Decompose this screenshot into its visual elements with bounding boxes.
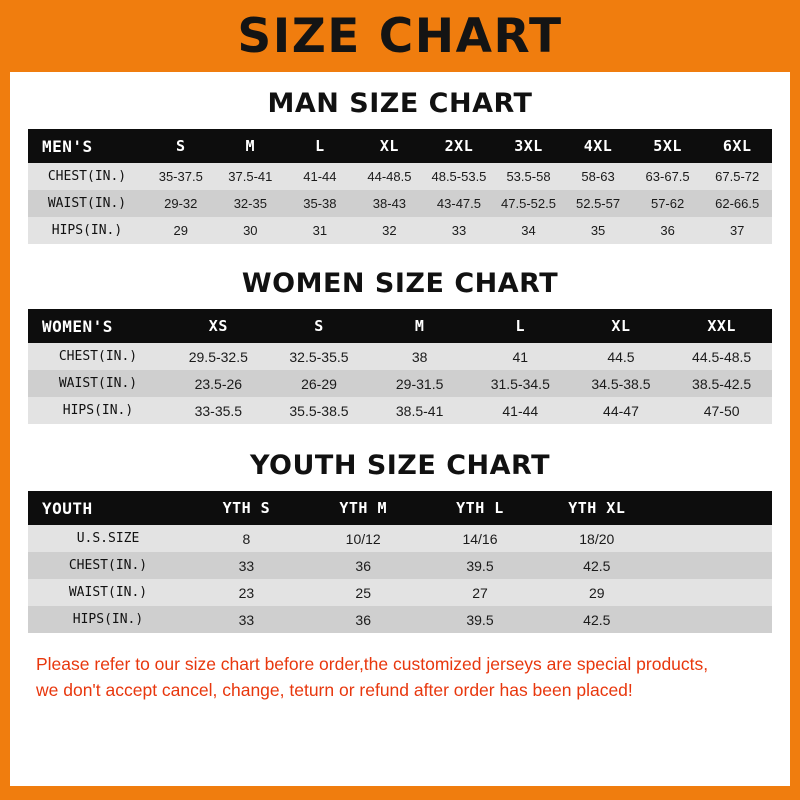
women-cell-2-1: 35.5-38.5: [269, 397, 370, 424]
youth-cell-1-2: 39.5: [422, 552, 539, 579]
youth-col-1: YTH M: [305, 491, 422, 525]
women-col-3: L: [470, 309, 571, 343]
women-cell-2-4: 44-47: [571, 397, 672, 424]
women-cell-0-2: 38: [369, 343, 470, 370]
man-cell-1-5: 47.5-52.5: [494, 190, 564, 217]
man-col-4: 2XL: [424, 129, 494, 163]
youth-cell-1-spacer: [655, 552, 772, 579]
women-table-body: [28, 343, 772, 424]
youth-cell-2-0: 23: [188, 579, 305, 606]
youth-corner-label: YOUTH: [28, 491, 188, 525]
women-cell-2-5: 47-50: [671, 397, 772, 424]
man-corner-label: MEN'S: [28, 129, 146, 163]
man-col-5: 3XL: [494, 129, 564, 163]
bottom-accent-bar: [0, 786, 800, 800]
man-col-6: 4XL: [563, 129, 633, 163]
youth-cell-3-1: 36: [305, 606, 422, 633]
section-man: [28, 88, 772, 244]
man-cell-2-6: 35: [563, 217, 633, 244]
man-row-label-1: WAIST(IN.): [28, 190, 146, 217]
women-col-4: XL: [571, 309, 672, 343]
women-row-label-1: WAIST(IN.): [28, 370, 168, 397]
content-area: [10, 88, 790, 704]
man-cell-1-3: 38-43: [355, 190, 425, 217]
man-col-3: XL: [355, 129, 425, 163]
youth-row-label-3: HIPS(IN.): [28, 606, 188, 633]
man-cell-0-5: 53.5-58: [494, 163, 564, 190]
youth-cell-3-3: 42.5: [538, 606, 655, 633]
table-row: [28, 579, 772, 606]
youth-cell-3-0: 33: [188, 606, 305, 633]
women-cell-0-3: 41: [470, 343, 571, 370]
youth-cell-3-spacer: [655, 606, 772, 633]
youth-table-head: [28, 491, 772, 525]
footer-note-line-1: Please refer to our size chart before order,the customized jerseys are special products,: [36, 654, 709, 674]
man-cell-0-7: 63-67.5: [633, 163, 703, 190]
youth-cell-2-2: 27: [422, 579, 539, 606]
youth-cell-1-0: 33: [188, 552, 305, 579]
youth-col-0: YTH S: [188, 491, 305, 525]
man-row-label-2: HIPS(IN.): [28, 217, 146, 244]
man-col-7: 5XL: [633, 129, 703, 163]
youth-size-table: [28, 491, 772, 633]
man-table-head: [28, 129, 772, 163]
women-col-2: M: [369, 309, 470, 343]
footer-note: [36, 651, 764, 704]
man-cell-2-2: 31: [285, 217, 355, 244]
women-cell-1-2: 29-31.5: [369, 370, 470, 397]
table-row: [28, 606, 772, 633]
man-cell-1-7: 57-62: [633, 190, 703, 217]
man-cell-2-1: 30: [216, 217, 286, 244]
man-cell-2-8: 37: [702, 217, 772, 244]
man-cell-1-6: 52.5-57: [563, 190, 633, 217]
man-cell-2-7: 36: [633, 217, 703, 244]
section-youth: [28, 450, 772, 633]
women-corner-label: WOMEN'S: [28, 309, 168, 343]
women-cell-1-4: 34.5-38.5: [571, 370, 672, 397]
women-cell-1-3: 31.5-34.5: [470, 370, 571, 397]
section-title-man: MAN SIZE CHART: [267, 88, 533, 119]
women-cell-2-0: 33-35.5: [168, 397, 269, 424]
man-col-0: S: [146, 129, 216, 163]
table-row: [28, 163, 772, 190]
women-cell-0-4: 44.5: [571, 343, 672, 370]
youth-row-label-1: CHEST(IN.): [28, 552, 188, 579]
man-cell-0-8: 67.5-72: [702, 163, 772, 190]
women-col-1: S: [269, 309, 370, 343]
youth-col-spacer: [655, 491, 772, 525]
youth-cell-2-spacer: [655, 579, 772, 606]
man-cell-0-3: 44-48.5: [355, 163, 425, 190]
women-size-table: [28, 309, 772, 424]
youth-col-3: YTH XL: [538, 491, 655, 525]
man-cell-1-1: 32-35: [216, 190, 286, 217]
women-row-label-2: HIPS(IN.): [28, 397, 168, 424]
header-banner: [0, 0, 800, 72]
man-cell-2-3: 32: [355, 217, 425, 244]
table-row: [28, 552, 772, 579]
women-row-label-0: CHEST(IN.): [28, 343, 168, 370]
youth-cell-2-1: 25: [305, 579, 422, 606]
women-cell-2-3: 41-44: [470, 397, 571, 424]
women-cell-0-1: 32.5-35.5: [269, 343, 370, 370]
youth-cell-2-3: 29: [538, 579, 655, 606]
man-cell-1-0: 29-32: [146, 190, 216, 217]
women-col-0: XS: [168, 309, 269, 343]
table-row: [28, 343, 772, 370]
man-cell-1-8: 62-66.5: [702, 190, 772, 217]
section-title-women: WOMEN SIZE CHART: [241, 268, 559, 299]
footer-note-line-2: we don't accept cancel, change, teturn or refund after order has been placed!: [36, 680, 633, 701]
man-cell-2-5: 34: [494, 217, 564, 244]
man-cell-1-4: 43-47.5: [424, 190, 494, 217]
youth-cell-1-1: 36: [305, 552, 422, 579]
women-cell-0-0: 29.5-32.5: [168, 343, 269, 370]
women-cell-2-2: 38.5-41: [369, 397, 470, 424]
table-header-row: [28, 129, 772, 163]
man-col-2: L: [285, 129, 355, 163]
youth-cell-3-2: 39.5: [422, 606, 539, 633]
women-cell-0-5: 44.5-48.5: [671, 343, 772, 370]
section-title-youth: YOUTH SIZE CHART: [249, 450, 551, 481]
table-row: [28, 525, 772, 552]
youth-cell-0-1: 10/12: [305, 525, 422, 552]
table-header-row: [28, 491, 772, 525]
man-col-1: M: [216, 129, 286, 163]
man-cell-0-6: 58-63: [563, 163, 633, 190]
table-row: [28, 190, 772, 217]
man-row-label-0: CHEST(IN.): [28, 163, 146, 190]
youth-cell-0-spacer: [655, 525, 772, 552]
man-size-table: [28, 129, 772, 244]
table-header-row: [28, 309, 772, 343]
women-cell-1-5: 38.5-42.5: [671, 370, 772, 397]
youth-table-body: [28, 525, 772, 633]
youth-cell-0-2: 14/16: [422, 525, 539, 552]
man-cell-0-2: 41-44: [285, 163, 355, 190]
youth-col-2: YTH L: [422, 491, 539, 525]
man-cell-0-1: 37.5-41: [216, 163, 286, 190]
table-row: [28, 370, 772, 397]
man-cell-2-4: 33: [424, 217, 494, 244]
man-cell-0-0: 35-37.5: [146, 163, 216, 190]
page-title: SIZE CHART: [237, 8, 563, 64]
youth-row-label-0: U.S.SIZE: [28, 525, 188, 552]
youth-row-label-2: WAIST(IN.): [28, 579, 188, 606]
youth-cell-1-3: 42.5: [538, 552, 655, 579]
man-table-body: [28, 163, 772, 244]
table-row: [28, 217, 772, 244]
youth-cell-0-3: 18/20: [538, 525, 655, 552]
table-row: [28, 397, 772, 424]
women-col-5: XXL: [671, 309, 772, 343]
section-women: [28, 268, 772, 424]
man-cell-1-2: 35-38: [285, 190, 355, 217]
youth-cell-0-0: 8: [188, 525, 305, 552]
women-cell-1-1: 26-29: [269, 370, 370, 397]
man-cell-0-4: 48.5-53.5: [424, 163, 494, 190]
women-cell-1-0: 23.5-26: [168, 370, 269, 397]
man-col-8: 6XL: [702, 129, 772, 163]
man-cell-2-0: 29: [146, 217, 216, 244]
women-table-head: [28, 309, 772, 343]
